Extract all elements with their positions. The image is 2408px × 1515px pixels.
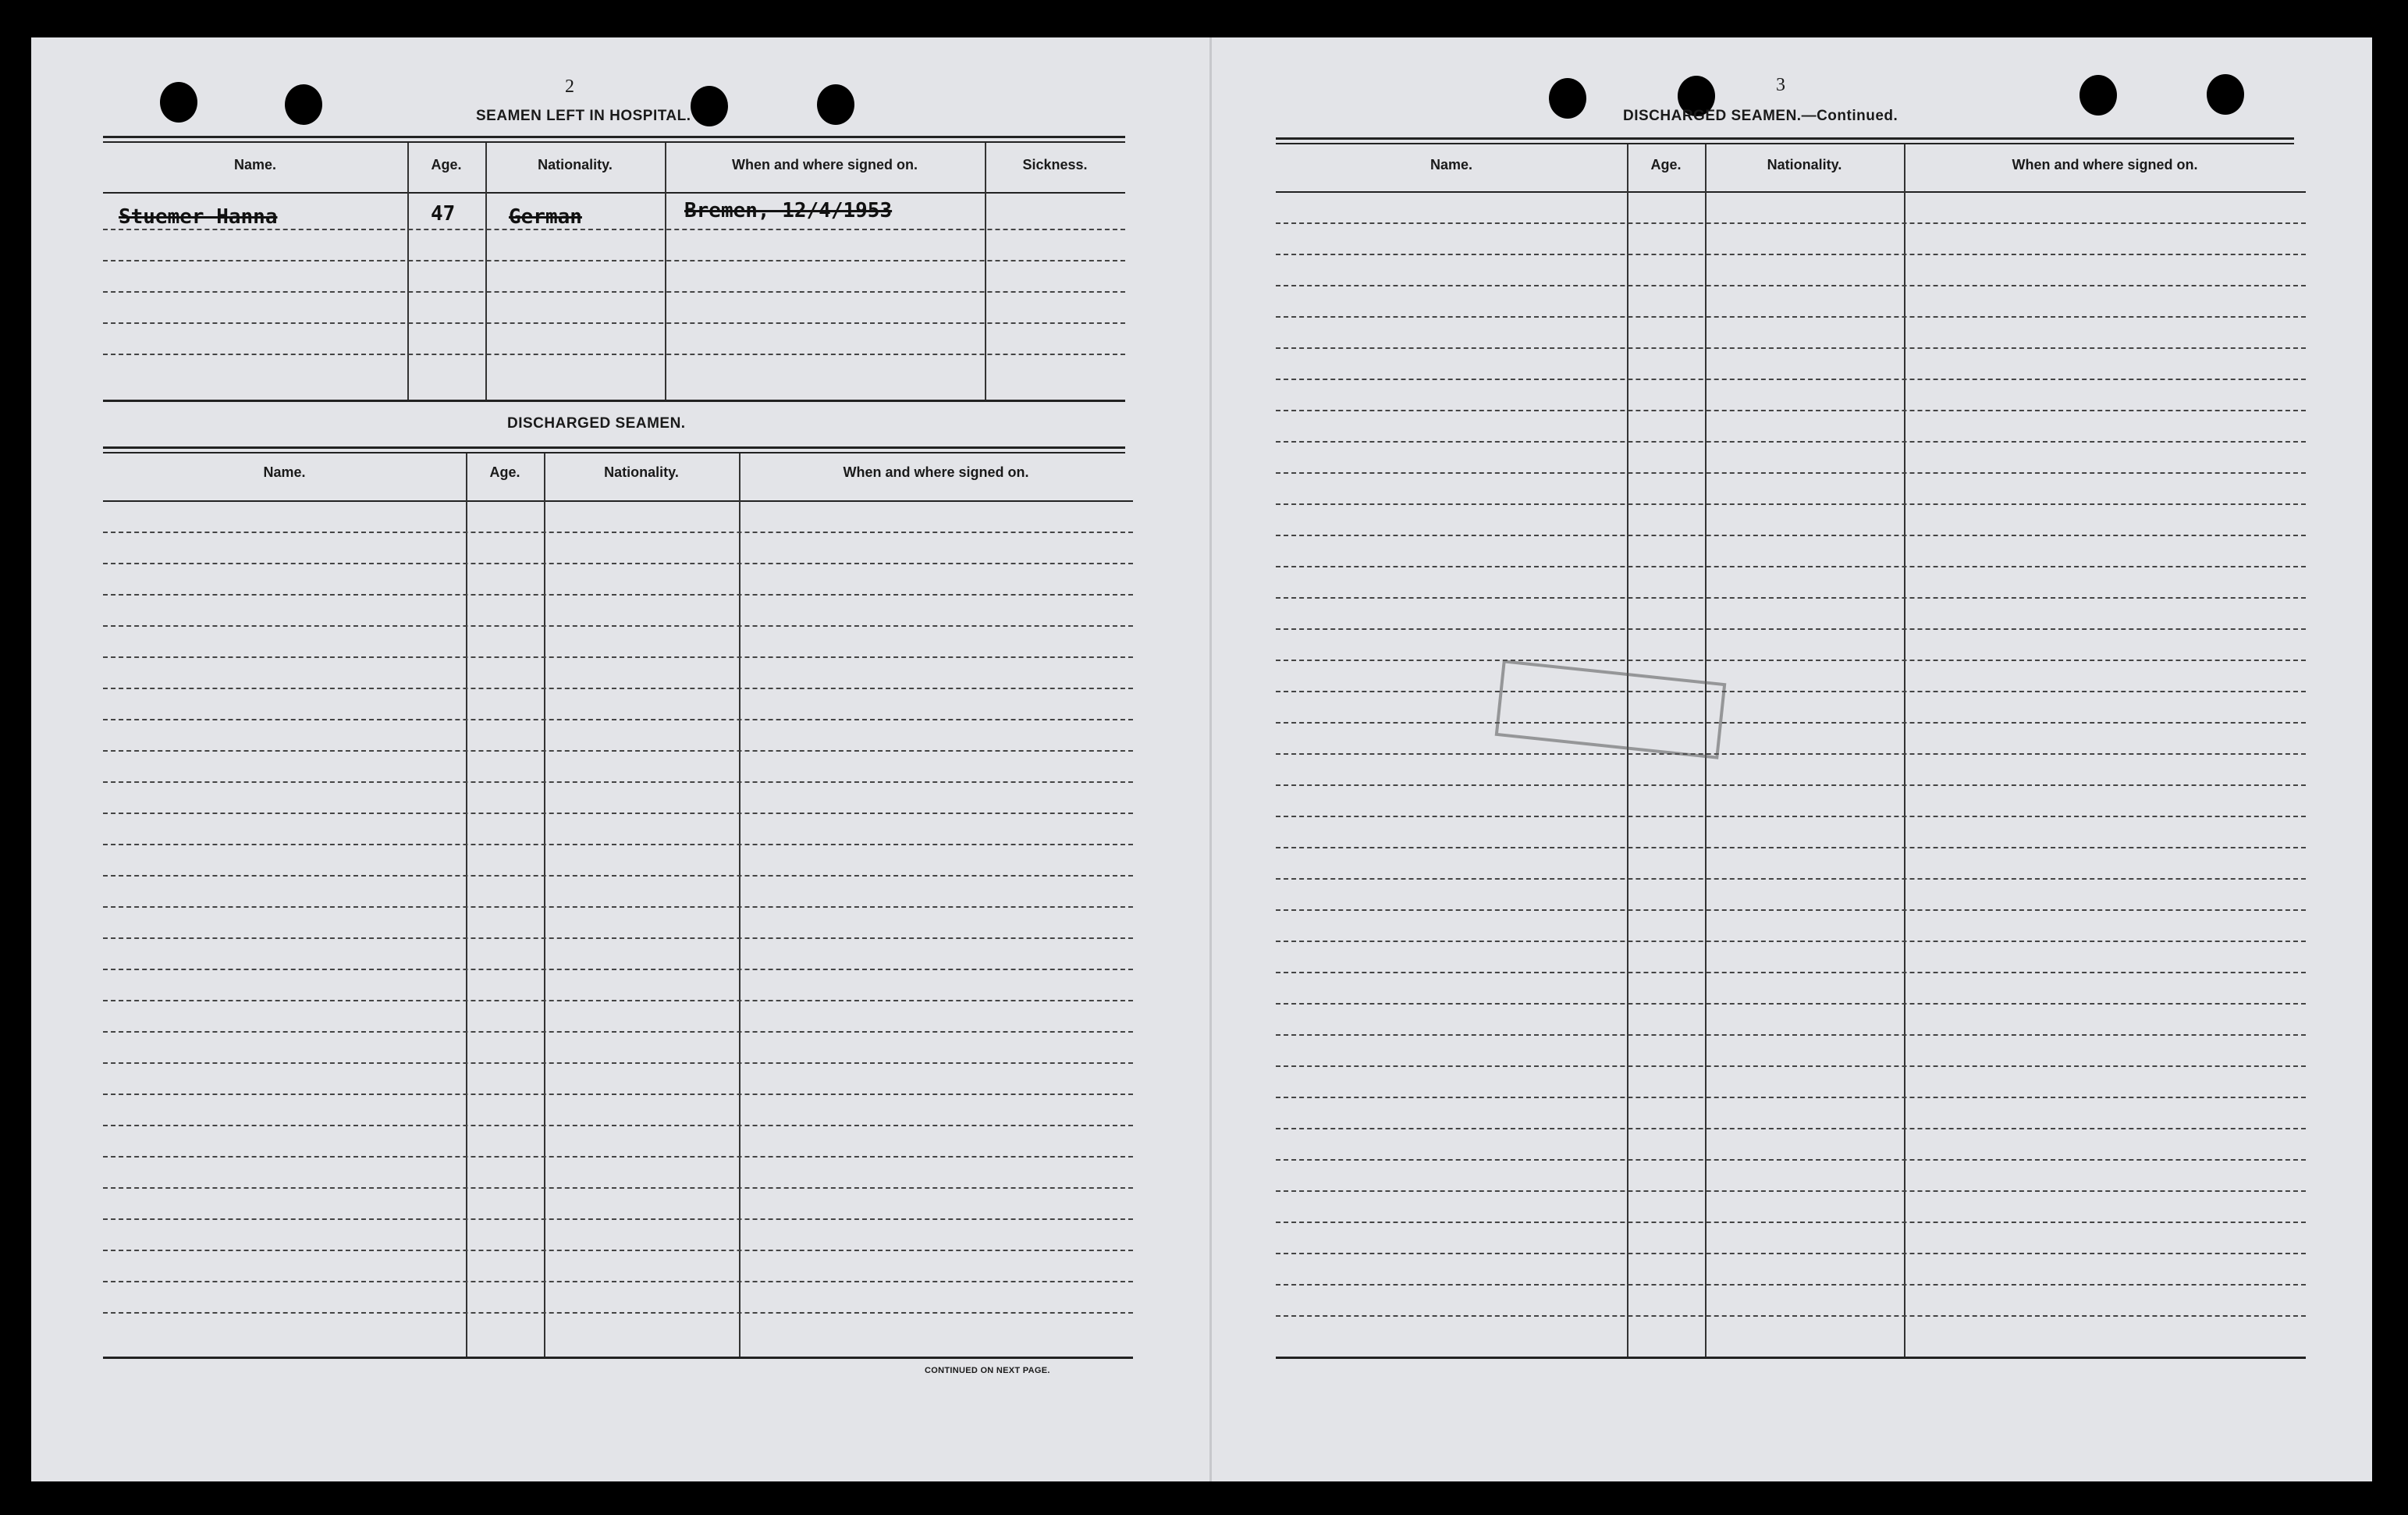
column-header-signed-on: When and where signed on.: [843, 464, 1029, 480]
right-section-title: DISCHARGED SEAMEN.—Continued.: [1623, 108, 1898, 124]
ledger-row-line: [103, 1094, 1133, 1095]
ledger-row-line: [1276, 254, 2306, 255]
ledger-row-line: [103, 291, 1125, 293]
ledger-row-line: [103, 844, 1133, 845]
ledger-row-line: [1276, 628, 2306, 630]
ledger-row-line: [103, 1062, 1133, 1064]
ledger-row-line: [103, 532, 1133, 533]
column-divider: [985, 143, 986, 400]
ledger-row-line: [103, 1125, 1133, 1126]
ledger-row-line: [1276, 441, 2306, 443]
ledger-row-line: [103, 1250, 1133, 1251]
ledger-row-line: [103, 688, 1133, 689]
ledger-row-line: [103, 229, 1125, 230]
ledger-row-line: [103, 1187, 1133, 1189]
entry-age: 47: [431, 202, 456, 226]
discharged-table-left: [103, 453, 1133, 1359]
entry-nationality: German: [509, 205, 582, 229]
column-header-signed-on: When and where signed on.: [731, 157, 918, 172]
column-divider: [407, 143, 409, 400]
ledger-row-line: [103, 594, 1133, 596]
column-header-signed-on: When and where signed on.: [2012, 157, 2198, 172]
ledger-row-line: [103, 969, 1133, 970]
ledger-row-line: [1276, 347, 2306, 349]
ledger-row-line: [1276, 535, 2306, 536]
column-header-sickness: Sickness.: [1022, 157, 1088, 172]
ledger-row-line: [1276, 316, 2306, 318]
column-header-rule: [103, 192, 1125, 194]
ledger-row-line: [1276, 1034, 2306, 1036]
punch-hole: [2079, 75, 2117, 116]
header-rule: [1276, 137, 2294, 140]
ledger-row-line: [1276, 753, 2306, 755]
ledger-row-line: [1276, 1222, 2306, 1223]
column-divider: [485, 143, 487, 400]
ledger-row-line: [103, 1281, 1133, 1282]
ledger-row-line: [1276, 691, 2306, 692]
ledger-row-line: [103, 1000, 1133, 1001]
ledger-row-line: [1276, 847, 2306, 848]
punch-hole: [2207, 74, 2244, 115]
ledger-row-line: [1276, 909, 2306, 911]
punch-hole: [285, 84, 322, 125]
ledger-row-line: [103, 875, 1133, 877]
ledger-row-line: [103, 656, 1133, 658]
punch-hole: [1549, 78, 1586, 119]
ledger-row-line: [103, 781, 1133, 783]
ledger-row-line: [1276, 566, 2306, 567]
column-header-nationality: Nationality.: [604, 464, 679, 480]
ledger-row-line: [1276, 410, 2306, 411]
section-rule: [103, 446, 1125, 449]
header-rule: [103, 136, 1125, 138]
ledger-row-line: [1276, 503, 2306, 505]
table-bottom-rule: [103, 1357, 1133, 1359]
column-divider: [1904, 144, 1905, 1359]
entry-name: Stuemer Hanna: [119, 205, 278, 229]
column-header-nationality: Nationality.: [1767, 157, 1842, 172]
column-header-rule: [1276, 191, 2306, 193]
ledger-row-line: [1276, 816, 2306, 817]
ledger-row-line: [1276, 1159, 2306, 1161]
ledger-row-line: [103, 625, 1133, 627]
ledger-row-line: [1276, 1097, 2306, 1098]
continued-note: CONTINUED ON NEXT PAGE.: [925, 1366, 1050, 1375]
right-page-number: 3: [1776, 75, 1785, 95]
column-header-name: Name.: [1430, 157, 1473, 172]
ledger-row-line: [1276, 972, 2306, 973]
ledger-row-line: [1276, 941, 2306, 942]
ledger-row-line: [103, 354, 1125, 355]
ledger-row-line: [103, 813, 1133, 814]
ledger-row-line: [103, 1031, 1133, 1033]
ledger-row-line: [1276, 784, 2306, 786]
ledger-row-line: [103, 937, 1133, 939]
column-header-nationality: Nationality.: [538, 157, 613, 172]
ledger-row-line: [1276, 1315, 2306, 1317]
table-bottom-rule: [1276, 1357, 2306, 1359]
ledger-row-line: [1276, 1128, 2306, 1129]
ledger-row-line: [103, 1218, 1133, 1220]
ledger-row-line: [1276, 597, 2306, 599]
ledger-row-line: [1276, 1003, 2306, 1005]
hospital-table: [103, 143, 1125, 400]
ledger-row-line: [103, 322, 1125, 324]
column-header-name: Name.: [263, 464, 306, 480]
entry-signed-on: Bremen, 12/4/1953: [684, 199, 893, 222]
ledger-row-line: [1276, 222, 2306, 224]
punch-hole: [160, 82, 197, 123]
ledger-row-line: [103, 719, 1133, 720]
hospital-section-title: SEAMEN LEFT IN HOSPITAL.: [476, 108, 691, 124]
discharged-table-right: [1276, 144, 2306, 1359]
section-rule: [103, 400, 1125, 402]
discharged-section-title: DISCHARGED SEAMEN.: [507, 415, 686, 432]
ledger-row-line: [1276, 472, 2306, 474]
left-page-number: 2: [565, 76, 574, 97]
ledger-row-line: [103, 563, 1133, 564]
page-fold: [1209, 37, 1212, 1481]
ledger-row-line: [1276, 1253, 2306, 1254]
ledger-row-line: [1276, 878, 2306, 880]
column-header-age: Age.: [489, 464, 520, 480]
ledger-row-line: [103, 1312, 1133, 1314]
column-header-age: Age.: [431, 157, 462, 172]
ledger-row-line: [1276, 722, 2306, 724]
ledger-row-line: [103, 906, 1133, 908]
column-header-age: Age.: [1650, 157, 1682, 172]
ledger-row-line: [1276, 1065, 2306, 1067]
column-divider: [1627, 144, 1628, 1359]
ledger-row-line: [1276, 1190, 2306, 1192]
ledger-row-line: [1276, 1284, 2306, 1286]
ledger-row-line: [1276, 379, 2306, 380]
ledger-row-line: [103, 750, 1133, 752]
ledger-row-line: [103, 1156, 1133, 1158]
ledger-row-line: [1276, 285, 2306, 286]
ledger-row-line: [1276, 660, 2306, 661]
column-header-rule: [103, 500, 1133, 502]
ledger-row-line: [103, 260, 1125, 261]
punch-hole: [817, 84, 854, 125]
column-divider: [665, 143, 666, 400]
column-header-name: Name.: [233, 157, 277, 172]
punch-hole: [691, 86, 728, 126]
